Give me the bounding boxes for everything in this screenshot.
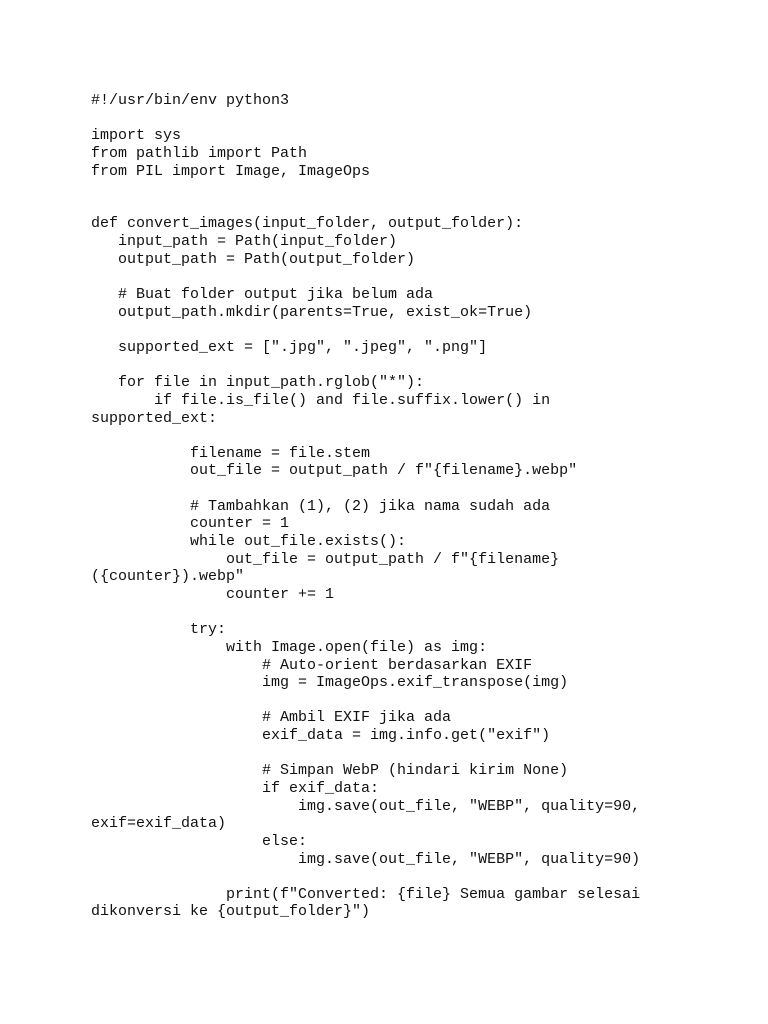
code-line: img = ImageOps.exif_transpose(img) xyxy=(91,674,569,692)
code-line: dikonversi ke {output_folder}") xyxy=(91,903,371,921)
code-line: counter = 1 xyxy=(91,515,290,533)
code-line xyxy=(91,321,751,339)
code-line: filename = file.stem xyxy=(91,444,371,462)
code-line: with Image.open(file) as img: xyxy=(91,638,488,656)
code-line: img.save(out_file, "WEBP", quality=90) xyxy=(91,850,641,868)
code-line xyxy=(91,604,751,622)
code-line: # Ambil EXIF jika ada xyxy=(91,709,452,727)
code-line: # Tambahkan (1), (2) jika nama sudah ada xyxy=(91,497,551,515)
code-line: output_path = Path(output_folder) xyxy=(91,250,416,268)
code-line: supported_ext = [".jpg", ".jpeg", ".png"] xyxy=(91,338,488,356)
code-line: def convert_images(input_folder, output_folder): xyxy=(91,215,524,233)
code-line: import sys xyxy=(91,127,182,145)
code-line xyxy=(91,480,751,498)
code-line: from PIL import Image, ImageOps xyxy=(91,162,371,180)
code-line: if exif_data: xyxy=(91,779,380,797)
code-line xyxy=(91,198,751,216)
code-line: else: xyxy=(91,832,308,850)
code-line: supported_ext: xyxy=(91,409,218,427)
code-line: out_file = output_path / f"{filename}.webp" xyxy=(91,462,578,480)
code-line xyxy=(91,745,751,763)
code-line: img.save(out_file, "WEBP", quality=90, xyxy=(91,797,641,815)
code-line xyxy=(91,427,751,445)
code-line: counter += 1 xyxy=(91,585,335,603)
code-line: ({counter}).webp" xyxy=(91,568,245,586)
code-line: #!/usr/bin/env python3 xyxy=(91,92,290,109)
code-line xyxy=(91,268,751,286)
code-line xyxy=(91,110,751,128)
code-line xyxy=(91,692,751,710)
code-line: input_path = Path(input_folder) xyxy=(91,233,398,251)
code-line: try: xyxy=(91,621,227,639)
code-line xyxy=(91,357,751,375)
code-line xyxy=(91,180,751,198)
code-line: while out_file.exists(): xyxy=(91,533,407,551)
code-line: for file in input_path.rglob("*"): xyxy=(91,374,425,392)
code-line: from pathlib import Path xyxy=(91,144,308,162)
code-line: # Auto-orient berdasarkan EXIF xyxy=(91,656,533,674)
code-line: print(f"Converted: {file} Semua gambar selesai xyxy=(91,885,641,903)
code-line: # Simpan WebP (hindari kirim None) xyxy=(91,762,569,780)
code-block xyxy=(91,92,751,921)
code-line: exif_data = img.info.get("exif") xyxy=(91,727,551,745)
code-line: output_path.mkdir(parents=True, exist_ok=True) xyxy=(91,303,533,321)
code-line: if file.is_file() and file.suffix.lower() in xyxy=(91,391,551,409)
code-line: out_file = output_path / f"{filename} xyxy=(91,550,560,568)
code-line xyxy=(91,868,751,886)
code-line: exif=exif_data) xyxy=(91,815,227,833)
code-line: # Buat folder output jika belum ada xyxy=(91,286,434,304)
